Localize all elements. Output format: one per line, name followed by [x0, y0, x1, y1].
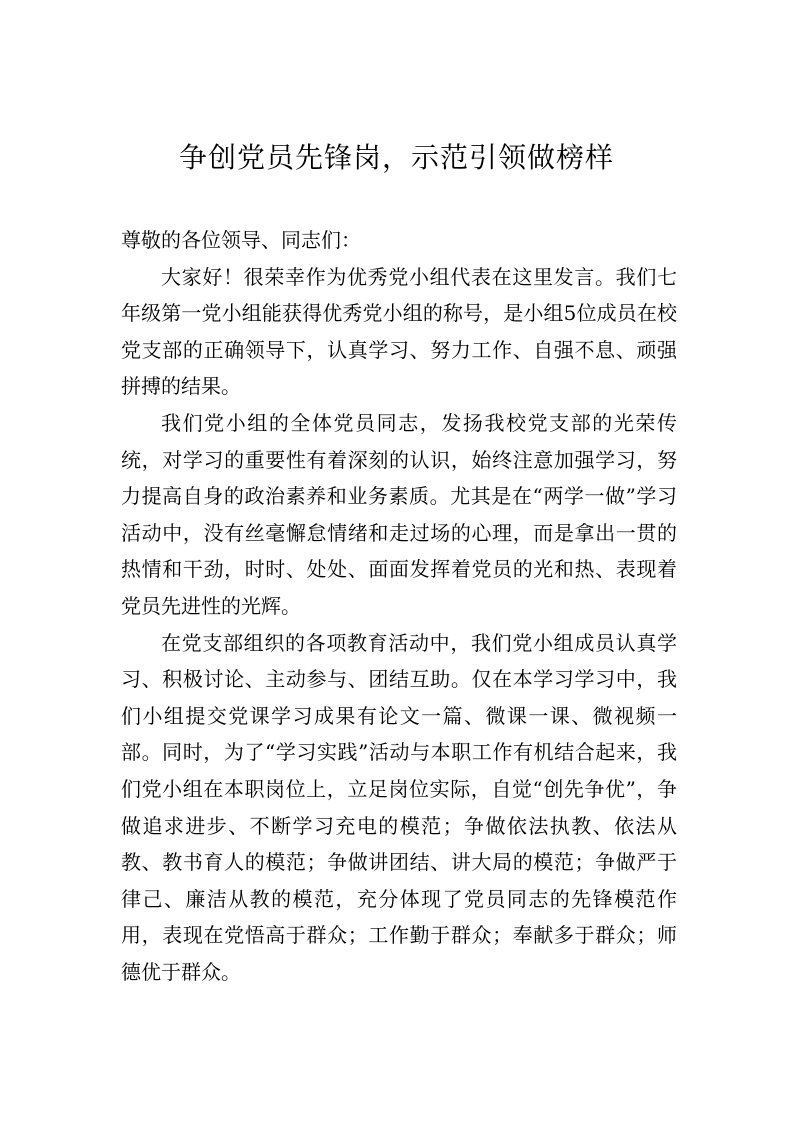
document-title: 争创党员先锋岗，示范引领做榜样: [178, 141, 614, 174]
document-body: [121, 222, 677, 990]
paragraph-2: 我们党小组的全体党员同志，发扬我校党支部的光荣传统，对学习的重要性有着深刻的认识，始终注意加强学习，努力提高自身的政治素养和业务素质。尤其是在“两学一做”学习活动中，没有丝毫懈怠情绪和走过场的心理，而是拿出一贯的热情和干劲，时时、处处、面面发挥着党员的光和热、表现着党员先进性的光辉。: [121, 410, 677, 618]
paragraph-3: 在党支部组织的各项教育活动中，我们党小组成员认真学习、积极讨论、主动参与、团结互助。仅在本学习学习中，我们小组提交党课学习成果有论文一篇、微课一课、微视频一部。同时，为了“学习实践”活动与本职工作有机结合起来，我们党小组在本职岗位上，立足岗位实际，自觉“创先争优”，争做追求进步、不断学习充电的模范；争做依法执教、依法从教、教书育人的模范；争做讲团结、讲大局的模范；争做严于律己、廉洁从教的模范，充分体现了党员同志的先锋模范作用，表现在党悟高于群众；工作勤于群众；奉献多于群众；师德优于群众。: [121, 630, 677, 984]
paragraph-1: 大家好！很荣幸作为优秀党小组代表在这里发言。我们七年级第一党小组能获得优秀党小组的称号，是小组5位成员在校党支部的正确领导下，认真学习、努力工作、自强不息、顽强拼搏的结果。: [121, 264, 677, 399]
greeting-line: 尊敬的各位领导、同志们：: [121, 228, 361, 252]
